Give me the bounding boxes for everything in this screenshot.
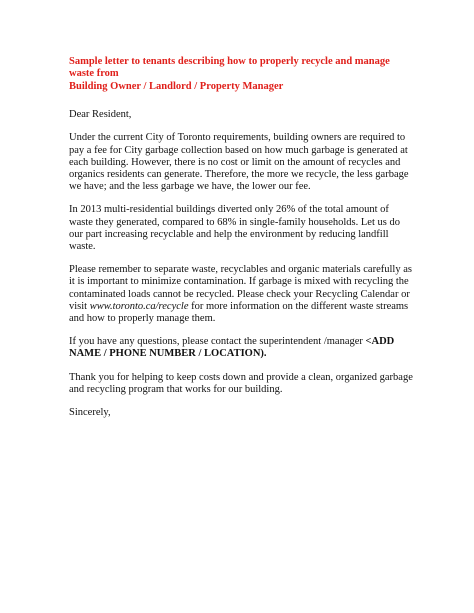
heading-line-1: Sample letter to tenants describing how to properly recycle and manage waste from bbox=[69, 56, 390, 80]
closing: Sincerely, bbox=[69, 407, 111, 419]
contact-text: If you have any questions, please contact the superintendent /manager bbox=[69, 336, 366, 348]
recycle-website-link[interactable]: www.toronto.ca/recycle bbox=[89, 300, 189, 312]
paragraph-fee-requirements: Under the current City of Toronto requirements, building owners are required to pay a fee for City garbage collection based on how much garbage is generated at each building. However, there is no cost or limit on the amount of recycles and organics residents can generate. Therefore, the more we recycle, the less garbage we have; and the less garbage we have, the lower our fee. bbox=[69, 132, 409, 193]
contact-placeholder: <ADD NAME / PHONE NUMBER / LOCATION). bbox=[69, 336, 395, 360]
separation-text: Please remember to separate waste, recyclables and organic materials carefully as it is important to minimize contamination. If garbage is mixed with recycling the contaminated loads cannot be recycled. Please check your Recycling Calendar or visit bbox=[69, 264, 412, 312]
paragraph-separation-instructions bbox=[69, 264, 414, 325]
salutation: Dear Resident, bbox=[69, 109, 132, 121]
letter-page bbox=[69, 56, 414, 430]
paragraph-diversion-stats: In 2013 multi-residential buildings diverted only 26% of the total amount of waste they generated, compared to 68% in single-family households. Let us do our part increasing recyclable and help the environment by reducing landfill waste. bbox=[69, 204, 400, 253]
letter-heading bbox=[69, 56, 414, 93]
paragraph-thanks: Thank you for helping to keep costs down and provide a clean, organized garbage and recycling program that works for our building. bbox=[69, 371, 413, 395]
paragraph-contact bbox=[69, 336, 414, 360]
heading-line-2: Building Owner / Landlord / Property Manager bbox=[69, 80, 284, 92]
separation-text-end: for more information on the different waste streams and how to properly manage them. bbox=[69, 300, 409, 325]
